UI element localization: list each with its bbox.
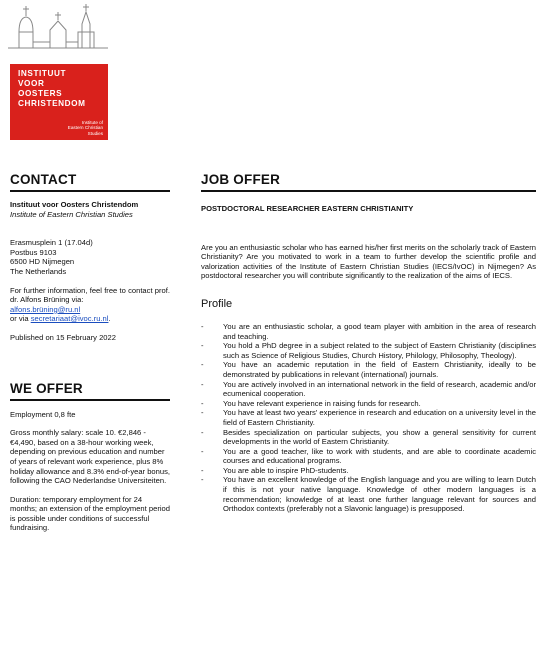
profile-heading: Profile bbox=[201, 297, 233, 310]
sidebar-column bbox=[10, 172, 170, 533]
list-item: - You are able to inspire PhD-students. bbox=[201, 465, 349, 475]
address-line: The Netherlands bbox=[10, 266, 67, 276]
org-name: Instituut voor Oosters Christendom bbox=[10, 200, 139, 209]
address-line: 6500 HD Nijmegen bbox=[10, 257, 75, 267]
requirements-list bbox=[201, 322, 536, 514]
list-item: - You have relevant experience in raising funds for research. bbox=[201, 398, 421, 408]
divider bbox=[201, 190, 536, 192]
list-item: - You have at least two years' experience in research and education on a university level in the field of Eastern Christianity. bbox=[201, 408, 536, 427]
salary-text: Gross monthly salary: scale 10. €2,846 - €4,490, based on a 38-hour working week, depending on previous education and number of years of relevant work experience, plus 8% holiday allowance and 8.3% end-of-year bonus, following the CAO Nederlandse Universiteiten. bbox=[10, 428, 170, 486]
address-line: Erasmusplein 1 (17.04d) bbox=[10, 238, 93, 248]
list-item: - You are an enthusiastic scholar, a good team player with ambition in the area of research and teaching. bbox=[201, 321, 536, 341]
duration-text: Duration: temporary employment for 24 months; an extension of the employment period is possible under conditions of successful fundraising. bbox=[10, 494, 170, 533]
address-line: Postbus 9103 bbox=[10, 247, 57, 257]
we-offer-heading: WE OFFER bbox=[10, 380, 83, 396]
list-item: - You are a good teacher, like to work with students, and are able to coordinate academic courses and educational programs. bbox=[201, 446, 536, 466]
institute-logo bbox=[10, 64, 108, 140]
org-name-en: Institute of Eastern Christian Studies bbox=[10, 209, 133, 219]
divider bbox=[10, 190, 170, 192]
church-skyline-logo-icon bbox=[8, 2, 108, 62]
list-item: - You have an academic reputation in the field of Eastern Christianity, ideally to be demonstrated by publications in relevant (international) journals. bbox=[201, 360, 536, 379]
employment-text: Employment 0,8 fte bbox=[10, 409, 76, 419]
secretariat-email-link[interactable]: secretariaat@ivoc.ru.nl bbox=[30, 314, 109, 324]
job-title: POSTDOCTORAL RESEARCHER EASTERN CHRISTIANITY bbox=[201, 204, 414, 213]
address-block bbox=[10, 238, 170, 276]
job-intro: Are you an enthusiastic scholar who has earned his/her first merits on the scholarly track of Eastern Christianity? Are you motivated to work in a team to further develop the scientific profile and valorization activities of the Institute of Eastern Christian Studies (IECS/IvOC) in Nijmegen? As postdoctoral researcher you will contribute significantly to the realization of the aims of IECS. bbox=[201, 242, 536, 281]
published-date: Published on 15 February 2022 bbox=[10, 332, 116, 342]
list-item: - Besides specialization on particular subjects, you show a general sensitivity for current developments in the world of Eastern Christianity. bbox=[201, 427, 536, 447]
contact-email-link[interactable]: alfons.brüning@ru.nl bbox=[10, 304, 81, 314]
logo-title: INSTITUUT VOOR OOSTERS CHRISTENDOM bbox=[18, 69, 86, 108]
or-via-line: or via secretariaat@ivoc.ru.nl. bbox=[10, 314, 111, 324]
list-item: - You have an excellent knowledge of the English language and you are willing to learn Dutch if this is not your native language. Knowledge of other modern languages is a recommendation; knowledge of at least one further language relevant for sources and Orthodox contexts (preferably not a Slavonic language) is presupposed. bbox=[201, 475, 536, 514]
list-item: - You hold a PhD degree in a subject related to the subject of Eastern Christianity (disciplines such as Science of Religious Studies, Church History, Philology, Philosophy, Theology). bbox=[201, 341, 536, 360]
contact-heading: CONTACT bbox=[10, 172, 77, 187]
main-column bbox=[201, 172, 536, 514]
contact-info: For further information, feel free to contact prof. dr. Alfons Brüning via: bbox=[10, 285, 170, 305]
job-offer-heading: JOB OFFER bbox=[201, 172, 281, 187]
list-item: - You are actively involved in an international network in the field of research, academic and/or ecumenical cooperation. bbox=[201, 379, 536, 399]
logo-subtitle: Institute of Eastern Christian Studies bbox=[67, 120, 103, 136]
divider bbox=[10, 399, 170, 401]
